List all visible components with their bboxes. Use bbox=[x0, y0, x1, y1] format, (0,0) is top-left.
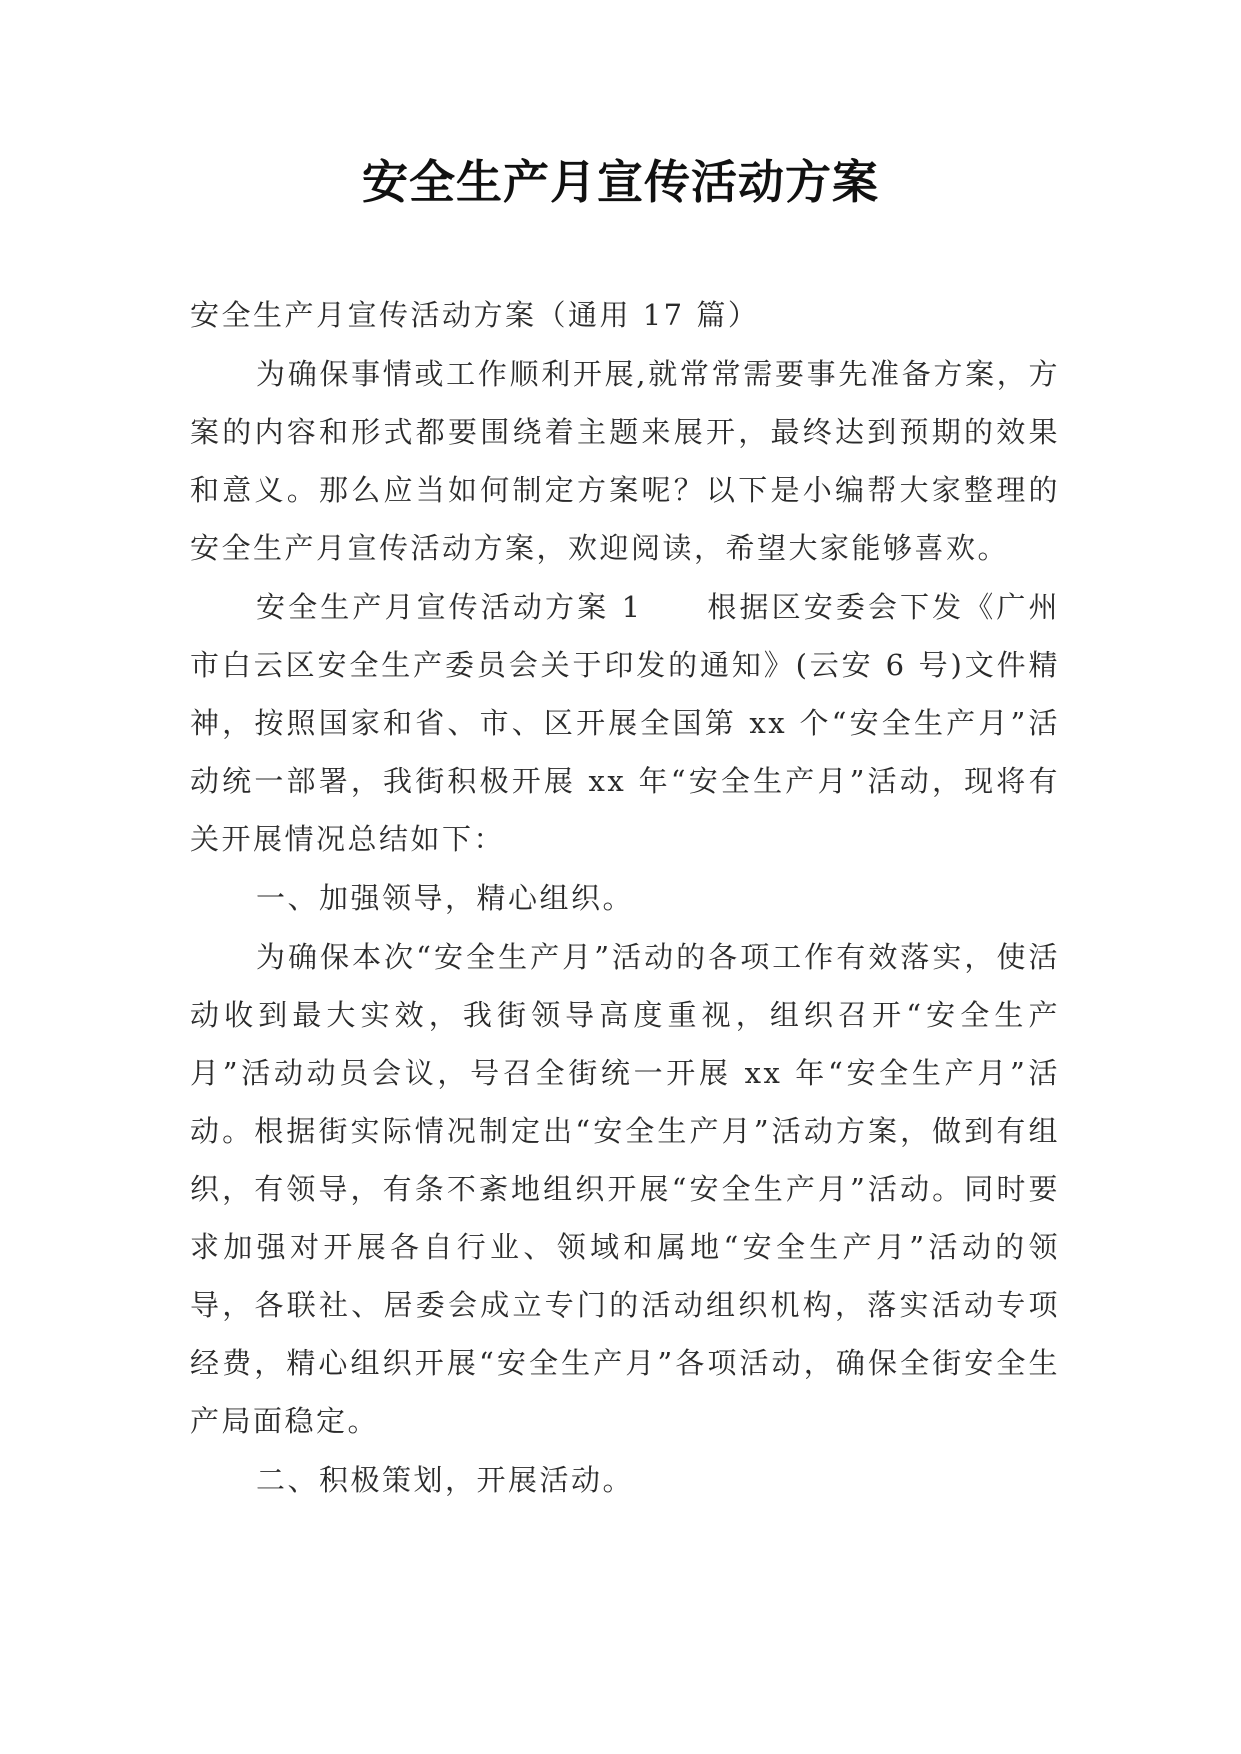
section-heading-2: 二、积极策划，开展活动。 bbox=[256, 1463, 635, 1497]
document-subtitle: 安全生产月宣传活动方案（通用 17 篇） bbox=[190, 298, 760, 332]
plan-1-paragraph: 安全生产月宣传活动方案 1 根据区安委会下发《广州市白云区安全生产委员会关于印发的通知》(云安 6 号)文件精神，按照国家和省、市、区开展全国第 xx 个“安全生产月”活动统一部署，我街积极开展 xx 年“安全生产月”活动，现将有关开展情况总结如下： bbox=[190, 590, 1060, 856]
section-1-paragraph: 为确保本次“安全生产月”活动的各项工作有效落实，使活动收到最大实效，我街领导高度重视，组织召开“安全生产月”活动动员会议，号召全街统一开展 xx 年“安全生产月”活动。根据街实际情况制定出“安全生产月”活动方案，做到有组织，有领导，有条不紊地组织开展“安全生产月”活动。同时要求加强对开展各自行业、领域和属地“安全生产月”活动的领导，各联社、居委会成立专门的活动组织机构，落实活动专项经费，精心组织开展“安全生产月”各项活动，确保全街安全生产局面稳定。 bbox=[190, 940, 1060, 1438]
section-heading-1: 一、加强领导，精心组织。 bbox=[256, 881, 635, 915]
document-title: 安全生产月宣传活动方案 bbox=[362, 155, 879, 209]
document-body bbox=[190, 286, 1060, 1510]
intro-paragraph: 为确保事情或工作顺利开展,就常常需要事先准备方案，方案的内容和形式都要围绕着主题来展开，最终达到预期的效果和意义。那么应当如何制定方案呢？以下是小编帮大家整理的安全生产月宣传活动方案，欢迎阅读，希望大家能够喜欢。 bbox=[190, 357, 1060, 565]
